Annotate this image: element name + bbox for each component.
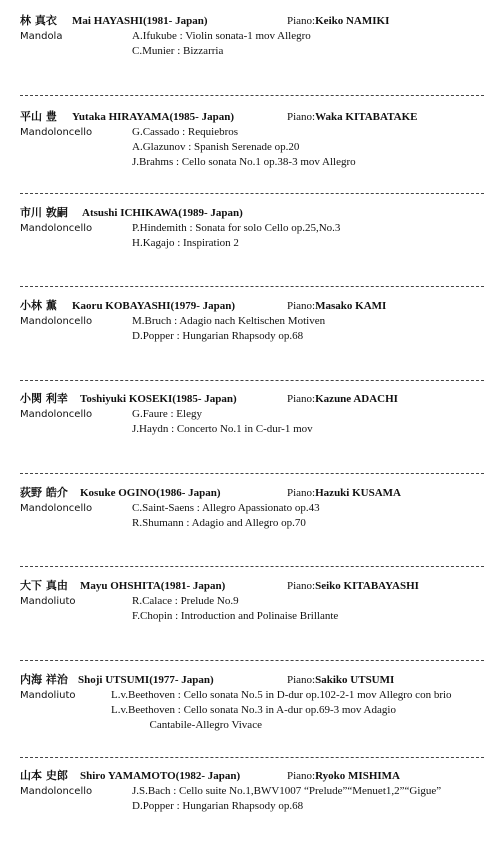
repertoire-item: J.Haydn : Concerto No.1 in C-dur-1 mov bbox=[132, 423, 313, 435]
piano-label: Piano: bbox=[287, 580, 316, 592]
piano-label: Piano: bbox=[287, 393, 316, 405]
repertoire-list bbox=[132, 314, 325, 344]
performer-header bbox=[0, 578, 494, 594]
name-japanese: 小関 利幸 bbox=[20, 392, 68, 405]
repertoire-item: L.v.Beethoven : Cello sonata No.5 in D-dur op.102-2-1 mov Allegro con brio bbox=[111, 689, 452, 701]
repertoire-item: J.Brahms : Cello sonata No.1 op.38-3 mov Allegro bbox=[132, 156, 356, 168]
birth-year: (1986- Japan) bbox=[156, 487, 221, 499]
performer-header bbox=[0, 768, 494, 784]
repertoire-item: R.Shumann : Adagio and Allegro op.70 bbox=[132, 517, 306, 529]
name-english-text: Yutaka HIRAYAMA bbox=[72, 111, 170, 123]
pianist bbox=[287, 672, 394, 688]
name-japanese: 平山 豊 bbox=[20, 110, 57, 123]
piano-label: Piano: bbox=[287, 770, 316, 782]
name-english bbox=[80, 485, 221, 501]
pianist-name: Seiko KITABAYASHI bbox=[315, 580, 419, 592]
birth-year: (1979- Japan) bbox=[170, 300, 236, 312]
repertoire-item: F.Chopin : Introduction and Polinaise Brillante bbox=[132, 610, 339, 622]
dashed-separator bbox=[20, 660, 484, 661]
performer-header bbox=[0, 672, 494, 688]
piano-label: Piano: bbox=[287, 300, 316, 312]
dashed-separator bbox=[20, 286, 484, 287]
repertoire-item: C.Saint-Saens : Allegro Apassionato op.43 bbox=[132, 502, 320, 514]
repertoire-item: M.Bruch : Adagio nach Keltischen Motiven bbox=[132, 315, 326, 327]
repertoire-list bbox=[132, 501, 320, 531]
performer-header bbox=[0, 205, 494, 221]
repertoire-item: R.Calace : Prelude No.9 bbox=[132, 595, 239, 607]
repertoire-list bbox=[132, 125, 356, 170]
repertoire-list bbox=[132, 407, 313, 437]
pianist bbox=[287, 578, 419, 594]
pianist bbox=[287, 109, 418, 125]
pianist bbox=[287, 298, 386, 314]
pianist-name: Keiko NAMIKI bbox=[315, 15, 390, 27]
dashed-separator bbox=[20, 473, 484, 474]
repertoire-list bbox=[132, 784, 441, 814]
name-japanese: 荻野 皓介 bbox=[20, 486, 68, 499]
birth-year: (1982- Japan) bbox=[175, 770, 241, 782]
birth-year: (1981- Japan) bbox=[160, 580, 226, 592]
name-english-text: Toshiyuki KOSEKI bbox=[80, 393, 173, 405]
repertoire-item: Cantabile-Allegro Vivace bbox=[111, 719, 262, 731]
piano-label: Piano: bbox=[287, 674, 316, 686]
name-english bbox=[72, 109, 234, 125]
pianist-name: Hazuki KUSAMA bbox=[315, 487, 401, 499]
name-english bbox=[78, 672, 214, 688]
repertoire-list bbox=[111, 688, 452, 733]
dashed-separator bbox=[20, 757, 484, 758]
name-english bbox=[72, 298, 235, 314]
birth-year: (1989- Japan) bbox=[178, 207, 243, 219]
name-japanese: 山本 史郎 bbox=[20, 769, 68, 782]
birth-year: (1985- Japan) bbox=[172, 393, 237, 405]
pianist bbox=[287, 13, 389, 29]
dashed-separator bbox=[20, 193, 484, 194]
performer-header bbox=[0, 298, 494, 314]
performer-header bbox=[0, 391, 494, 407]
instrument: Mandoloncello bbox=[20, 127, 93, 138]
pianist-name: Kazune ADACHI bbox=[315, 393, 398, 405]
pianist bbox=[287, 485, 401, 501]
piano-label: Piano: bbox=[287, 15, 316, 27]
pianist-name: Masako KAMI bbox=[315, 300, 387, 312]
name-japanese: 林 真衣 bbox=[20, 14, 57, 27]
name-english-text: Mai HAYASHI bbox=[72, 15, 144, 27]
name-english bbox=[80, 578, 225, 594]
performer-header bbox=[0, 109, 494, 125]
instrument: Mandoliuto bbox=[20, 596, 76, 607]
pianist bbox=[287, 768, 400, 784]
dashed-separator bbox=[20, 95, 484, 96]
name-english-text: Mayu OHSHITA bbox=[80, 580, 161, 592]
piano-label: Piano: bbox=[287, 487, 316, 499]
instrument: Mandoloncello bbox=[20, 316, 93, 327]
dashed-separator bbox=[20, 380, 484, 381]
instrument: Mandoloncello bbox=[20, 503, 93, 514]
name-english bbox=[72, 13, 208, 29]
name-japanese: 市川 敦嗣 bbox=[20, 206, 68, 219]
name-english-text: Shiro YAMAMOTO bbox=[80, 770, 176, 782]
repertoire-item: H.Kagajo : Inspiration 2 bbox=[132, 237, 239, 249]
instrument: Mandola bbox=[20, 31, 63, 42]
name-english-text: Kaoru KOBAYASHI bbox=[72, 300, 171, 312]
instrument: Mandoloncello bbox=[20, 786, 93, 797]
repertoire-list bbox=[132, 29, 311, 59]
piano-label: Piano: bbox=[287, 111, 316, 123]
pianist-name: Sakiko UTSUMI bbox=[315, 674, 395, 686]
name-english-text: Atsushi ICHIKAWA bbox=[82, 207, 179, 219]
name-japanese: 内海 祥治 bbox=[20, 673, 68, 686]
name-english bbox=[80, 391, 237, 407]
repertoire-item: P.Hindemith : Sonata for solo Cello op.25,No.3 bbox=[132, 222, 341, 234]
repertoire-item: A.Glazunov : Spanish Serenade op.20 bbox=[132, 141, 300, 153]
dashed-separator bbox=[20, 566, 484, 567]
pianist-name: Ryoko MISHIMA bbox=[315, 770, 400, 782]
repertoire-item: D.Popper : Hungarian Rhapsody op.68 bbox=[132, 330, 304, 342]
repertoire-item: J.S.Bach : Cello suite No.1,BWV1007 “Prelude”“Menuet1,2”“Gigue” bbox=[132, 785, 442, 797]
performer-header bbox=[0, 13, 494, 29]
pianist bbox=[287, 391, 398, 407]
repertoire-item: C.Munier : Bizzarria bbox=[132, 45, 224, 57]
instrument: Mandoliuto bbox=[20, 690, 76, 701]
name-japanese: 小林 薫 bbox=[20, 299, 57, 312]
birth-year: (1977- Japan) bbox=[149, 674, 214, 686]
name-english-text: Kosuke OGINO bbox=[80, 487, 157, 499]
name-japanese: 大下 真由 bbox=[20, 579, 68, 592]
repertoire-item: G.Faure : Elegy bbox=[132, 408, 202, 420]
repertoire-item: D.Popper : Hungarian Rhapsody op.68 bbox=[132, 800, 304, 812]
instrument: Mandoloncello bbox=[20, 223, 93, 234]
name-english-text: Shoji UTSUMI bbox=[78, 674, 150, 686]
performer-header bbox=[0, 485, 494, 501]
birth-year: (1981- Japan) bbox=[143, 15, 208, 27]
repertoire-item: G.Cassado : Requiebros bbox=[132, 126, 239, 138]
repertoire-item: A.Ifukube : Violin sonata-1 mov Allegro bbox=[132, 30, 311, 42]
pianist-name: Waka KITABATAKE bbox=[315, 111, 418, 123]
name-english bbox=[82, 205, 243, 221]
birth-year: (1985- Japan) bbox=[169, 111, 234, 123]
repertoire-list bbox=[132, 594, 338, 624]
repertoire-item: L.v.Beethoven : Cello sonata No.3 in A-dur op.69-3 mov Adagio bbox=[111, 704, 396, 716]
repertoire-list bbox=[132, 221, 340, 251]
name-english bbox=[80, 768, 240, 784]
instrument: Mandoloncello bbox=[20, 409, 93, 420]
